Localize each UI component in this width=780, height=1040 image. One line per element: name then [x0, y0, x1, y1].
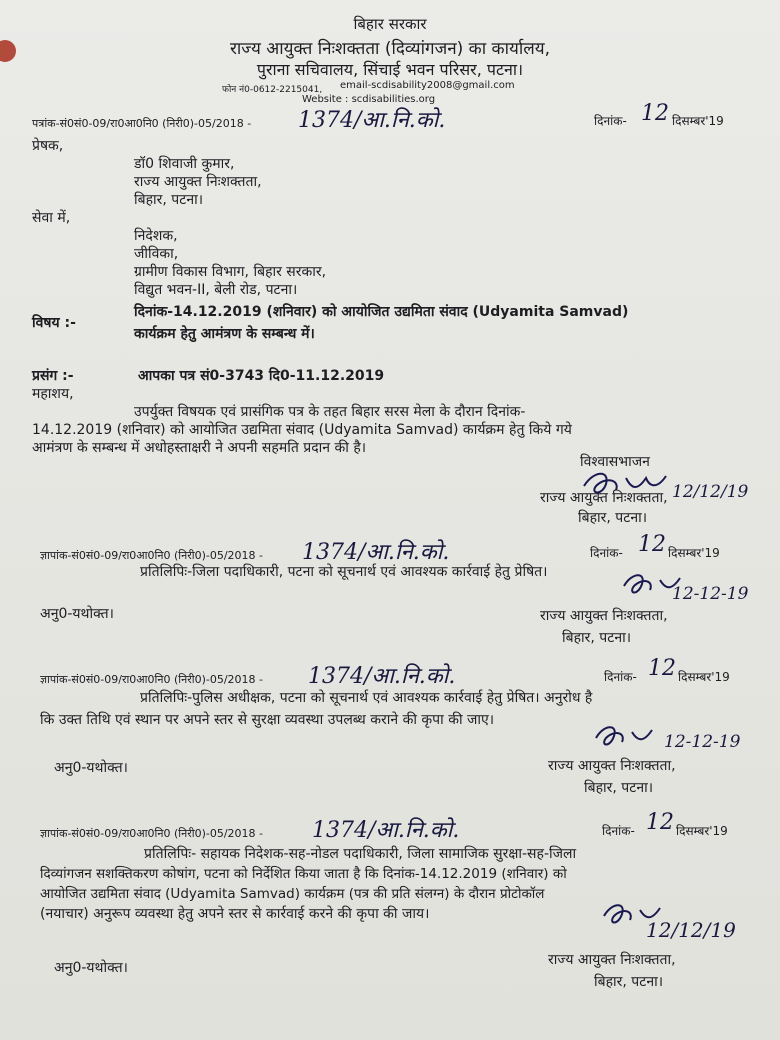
copy2-text-line-2: कि उक्त तिथि एवं स्थान पर अपने स्तर से सुरक्षा व्यवस्था उपलब्ध कराने की कृपा की जाए।: [40, 712, 495, 728]
copy2-text-line-1: प्रतिलिपिः-पुलिस अधीक्षक, पटना को सूचनार्थ एवं आवश्यक कार्रवाई हेतु प्रेषित। अनुरोध है: [140, 690, 593, 706]
letter-date-month: दिसम्बर'19: [672, 114, 724, 128]
copy3-date-label: दिनांक-: [602, 824, 635, 838]
salutation: महाशय,: [32, 386, 74, 402]
letter-ref-handwritten: 1374/आ.नि.को.: [298, 108, 446, 133]
letter-date-label: दिनांक-: [594, 114, 627, 128]
main-sign-place: बिहार, पटना।: [578, 510, 648, 526]
copy1-sign-title: राज्य आयुक्त निःशक्तता,: [540, 608, 668, 624]
letter-ref-number: पत्रांक-सं0सं0-09/रा0आ0नि0 (निरी0)-05/2018 -: [32, 117, 252, 130]
body-line-1: उपर्युक्त विषयक एवं प्रासंगिक पत्र के तहत बिहार सरस मेला के दौरान दिनांक-: [134, 404, 526, 420]
copy1-date-label: दिनांक-: [590, 546, 623, 560]
copy2-signature-date: 12-12-19: [664, 732, 741, 752]
copy3-sign-title: राज्य आयुक्त निःशक्तता,: [548, 952, 676, 968]
copy1-signature-date: 12-12-19: [672, 584, 749, 604]
recipient-line-1: निदेशक,: [134, 228, 178, 244]
copy2-ref-handwritten: 1374/आ.नि.को.: [308, 664, 456, 689]
letter-date-handwritten: 12: [641, 101, 669, 126]
office-phone: फोन नं0-0612-2215041,: [222, 85, 323, 95]
sender-name: डॉ0 शिवाजी कुमार,: [134, 156, 235, 172]
copy2-date-label: दिनांक-: [604, 670, 637, 684]
copy3-enclosure: अनु0-यथोक्त।: [54, 960, 128, 976]
closing: विश्वासभाजन: [580, 454, 650, 470]
copy3-text-line-4: (नयाचार) अनुरूप व्यवस्था हेतु अपने स्तर से कार्रवाई करने की कृपा की जाय।: [40, 906, 430, 922]
context-text: आपका पत्र सं0-3743 दि0-11.12.2019: [138, 368, 385, 384]
copy3-text-line-2: दिव्यांगजन सशक्तिकरण कोषांग, पटना को निर्देशित किया जाता है कि दिनांक-14.12.2019 (शनिवार) को: [40, 866, 567, 882]
copy1-date-handwritten: 12: [638, 532, 666, 557]
office-name: राज्य आयुक्त निःशक्तता (दिव्यांगजन) का कार्यालय,: [229, 39, 551, 59]
body-line-2: 14.12.2019 (शनिवार) को आयोजित उद्यमिता संवाद (Udyamita Samvad) कार्यक्रम हेतु किये गये: [32, 422, 572, 438]
main-sign-title: राज्य आयुक्त निःशक्तता,: [540, 490, 668, 506]
recipient-line-3: ग्रामीण विकास विभाग, बिहार सरकार,: [134, 264, 327, 280]
context-label: प्रसंग :-: [32, 368, 74, 384]
recipient-label: सेवा में,: [32, 210, 71, 226]
copy2-sign-title: राज्य आयुक्त निःशक्तता,: [548, 758, 676, 774]
office-email: email-scdisability2008@gmail.com: [340, 80, 515, 91]
copy3-text-line-1: प्रतिलिपिः- सहायक निदेशक-सह-नोडल पदाधिकारी, जिला सामाजिक सुरक्षा-सह-जिला: [144, 846, 577, 862]
office-address: पुराना सचिवालय, सिंचाई भवन परिसर, पटना।: [256, 60, 524, 79]
copy3-ref-number: ज्ञापांक-सं0सं0-09/रा0आ0नि0 (निरी0)-05/2018 -: [40, 827, 264, 840]
copy3-signature-date: 12/12/19: [646, 918, 736, 942]
recipient-line-4: विद्युत भवन-II, बेली रोड, पटना।: [134, 282, 298, 298]
subject-label: विषय :-: [32, 315, 76, 331]
subject-line-2: कार्यक्रम हेतु आमंत्रण के सम्बन्ध में।: [134, 326, 315, 342]
copy2-sign-place: बिहार, पटना।: [584, 780, 654, 796]
subject-line-1: दिनांक-14.12.2019 (शनिवार) को आयोजित उद्यमिता संवाद (Udyamita Samvad): [134, 304, 629, 320]
copy3-sign-place: बिहार, पटना।: [594, 974, 664, 990]
recipient-line-2: जीविका,: [134, 246, 179, 262]
office-website: Website : scdisabilities.org: [302, 94, 436, 105]
copy2-date-month: दिसम्बर'19: [678, 670, 730, 684]
copy2-ref-number: ज्ञापांक-सं0सं0-09/रा0आ0नि0 (निरी0)-05/2018 -: [40, 673, 264, 686]
copy3-text-line-3: आयोजित उद्यमिता संवाद (Udyamita Samvad) कार्यक्रम (पत्र की प्रति संलग्न) के दौरान प्रोटोकॉल: [40, 886, 545, 902]
copy1-date-month: दिसम्बर'19: [668, 546, 720, 560]
copy2-enclosure: अनु0-यथोक्त।: [54, 760, 128, 776]
sender-label: प्रेषक,: [32, 138, 64, 154]
copy2-date-handwritten: 12: [648, 656, 676, 681]
copy1-enclosure: अनु0-यथोक्त।: [40, 606, 114, 622]
body-line-3: आमंत्रण के सम्बन्ध में अधोहस्ताक्षरी ने अपनी सहमति प्रदान की है।: [32, 440, 367, 456]
copy3-ref-handwritten: 1374/आ.नि.को.: [312, 818, 460, 843]
copy1-ref-number: ज्ञापांक-सं0सं0-09/रा0आ0नि0 (निरी0)-05/2018 -: [40, 549, 264, 562]
govt-heading: बिहार सरकार: [353, 15, 427, 33]
copy3-date-handwritten: 12: [646, 810, 674, 835]
main-signature-date: 12/12/19: [672, 482, 749, 502]
copy1-sign-place: बिहार, पटना।: [562, 630, 632, 646]
sender-place: बिहार, पटना।: [134, 192, 204, 208]
copy1-ref-handwritten: 1374/आ.नि.को.: [302, 540, 450, 565]
sender-title: राज्य आयुक्त निःशक्तता,: [134, 174, 262, 190]
copy3-date-month: दिसम्बर'19: [676, 824, 728, 838]
copy1-text-line-1: प्रतिलिपिः-जिला पदाधिकारी, पटना को सूचनार्थ एवं आवश्यक कार्रवाई हेतु प्रेषित।: [140, 564, 548, 580]
